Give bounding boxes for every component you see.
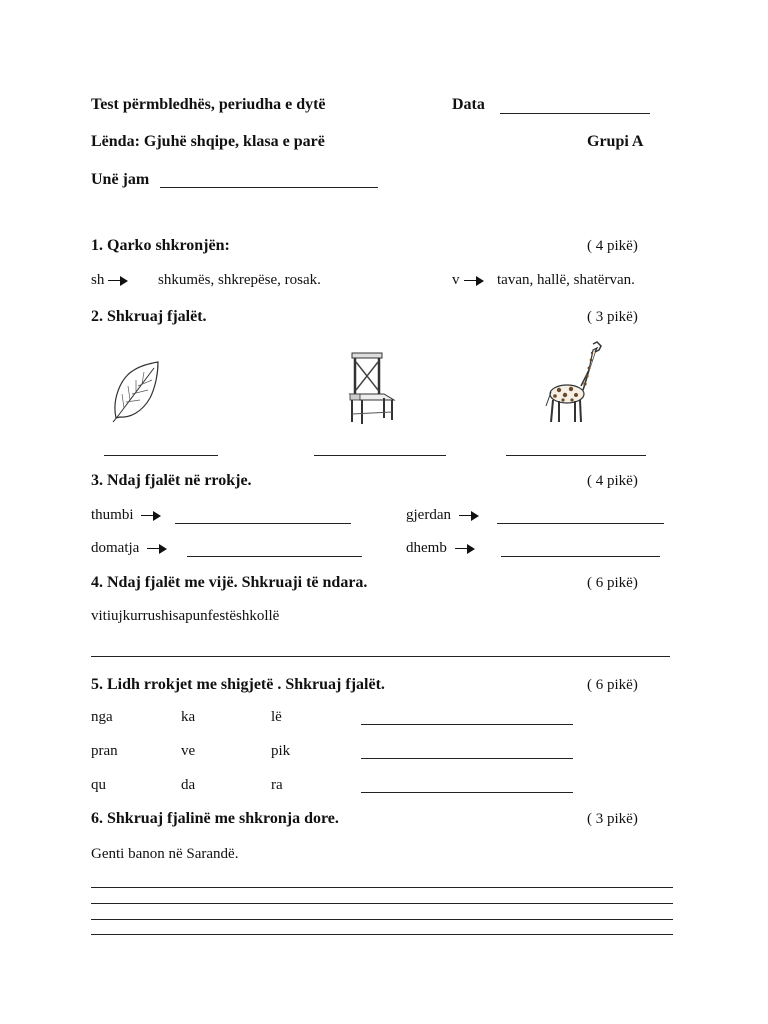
task1-left-letter: sh	[91, 272, 105, 288]
task3-word-2: gjerdan	[406, 507, 479, 524]
task1-points: ( 4 pikë)	[587, 238, 638, 254]
task3-answer-4[interactable]	[501, 556, 660, 557]
task1-left-item	[91, 272, 128, 289]
task6-title: 6. Shkruaj fjalinë me shkronja dore.	[91, 810, 339, 827]
arrow-icon	[147, 544, 167, 554]
name-field[interactable]	[160, 187, 378, 188]
task3-word-3: domatja	[91, 540, 167, 557]
task5-answer-1[interactable]	[361, 724, 573, 725]
syllable[interactable]: nga	[91, 709, 113, 725]
arrow-icon	[141, 511, 161, 521]
task1-right-words[interactable]: tavan, hallë, shatërvan.	[497, 272, 635, 288]
task3-answer-2[interactable]	[497, 523, 664, 524]
arrow-icon	[455, 544, 475, 554]
task2-answer-3[interactable]	[506, 455, 646, 456]
task1-left-words[interactable]: shkumës, shkrepëse, rosak.	[158, 272, 321, 288]
task4-title: 4. Ndaj fjalët me vijë. Shkruaji të ndara.	[91, 574, 368, 591]
handwriting-line-3[interactable]	[91, 919, 673, 920]
name-label: Unë jam	[91, 171, 150, 188]
task2-title: 2. Shkruaj fjalët.	[91, 308, 207, 325]
arrow-icon	[459, 511, 479, 521]
task4-points: ( 6 pikë)	[587, 575, 638, 591]
task1-right-letter: v	[452, 272, 460, 288]
subject-label: Lënda: Gjuhë shqipe, klasa e parë	[91, 133, 325, 150]
syllable[interactable]: qu	[91, 777, 106, 793]
test-title: Test përmbledhës, periudha e dytë	[91, 96, 326, 113]
task1-title: 1. Qarko shkronjën:	[91, 237, 230, 254]
handwriting-line-4[interactable]	[91, 934, 673, 935]
handwriting-line-2[interactable]	[91, 903, 673, 904]
task3-answer-1[interactable]	[175, 523, 351, 524]
task2-answer-2[interactable]	[314, 455, 446, 456]
task6-points: ( 3 pikë)	[587, 811, 638, 827]
task2-answer-1[interactable]	[104, 455, 218, 456]
task4-answer[interactable]	[91, 656, 670, 657]
syllable[interactable]: pran	[91, 743, 118, 759]
task2-points: ( 3 pikë)	[587, 309, 638, 325]
task3-title: 3. Ndaj fjalët në rrokje.	[91, 472, 252, 489]
task3-points: ( 4 pikë)	[587, 473, 638, 489]
task3-answer-3[interactable]	[187, 556, 362, 557]
task1-right-item	[452, 272, 484, 289]
syllable[interactable]: ka	[181, 709, 196, 725]
syllable[interactable]: ra	[271, 777, 283, 793]
group-label: Grupi A	[587, 133, 644, 150]
syllable[interactable]: da	[181, 777, 196, 793]
arrow-icon	[108, 276, 128, 286]
task5-answer-2[interactable]	[361, 758, 573, 759]
task5-title: 5. Lidh rrokjet me shigjetë . Shkruaj fjalët.	[91, 676, 385, 693]
task3-word-1: thumbi	[91, 507, 161, 524]
task4-text[interactable]: vitiujkurrushisapunfestëshkollë	[91, 608, 280, 624]
task5-answer-3[interactable]	[361, 792, 573, 793]
chair-icon	[346, 350, 398, 426]
task5-points: ( 6 pikë)	[587, 677, 638, 693]
date-field[interactable]	[500, 113, 650, 114]
syllable[interactable]: pik	[271, 743, 291, 759]
giraffe-icon	[545, 340, 605, 426]
syllable[interactable]: ve	[181, 743, 196, 759]
handwriting-line-1[interactable]	[91, 887, 673, 888]
arrow-icon	[464, 276, 484, 286]
leaf-icon	[110, 360, 162, 424]
task3-word-4: dhemb	[406, 540, 475, 557]
syllable[interactable]: lë	[271, 709, 282, 725]
date-label: Data	[452, 96, 485, 113]
task6-sentence: Genti banon në Sarandë.	[91, 846, 239, 862]
